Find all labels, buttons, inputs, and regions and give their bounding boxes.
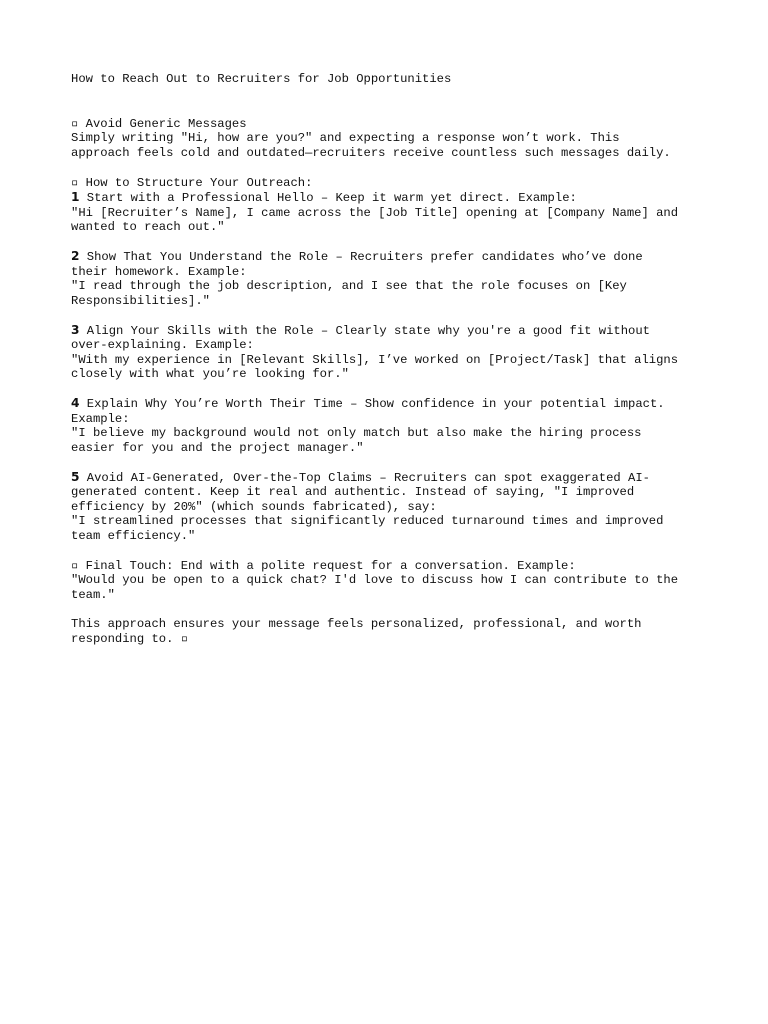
document-title: How to Reach Out to Recruiters for Job Opportunities xyxy=(71,72,452,86)
section-structure xyxy=(71,175,711,544)
spacer xyxy=(71,308,711,323)
paragraph-line: approach feels cold and outdated—recruiters receive countless such messages daily. xyxy=(71,145,671,160)
step-title: Start with a Professional Hello – Keep it warm yet direct. Example: xyxy=(79,191,577,205)
step-text-line: efficiency by 20%" (which sounds fabricated), say: xyxy=(71,499,437,514)
section-heading xyxy=(71,116,711,132)
step-number-badge: 2 xyxy=(71,249,80,263)
step-number-badge: 3 xyxy=(71,322,80,337)
spacer xyxy=(71,455,711,470)
closing-text: responding to. xyxy=(71,632,181,646)
spacer xyxy=(71,87,711,116)
example-line: wanted to reach out." xyxy=(71,220,225,234)
example-line: team." xyxy=(71,587,115,602)
bullet-icon: ▫ xyxy=(71,115,79,130)
example-line: team efficiency." xyxy=(71,528,196,543)
section-avoid-generic xyxy=(71,116,711,161)
paragraph-line: Simply writing "Hi, how are you?" and expecting a response won’t work. This xyxy=(71,131,620,145)
example-line: "With my experience in [Relevant Skills], I’ve worked on [Project/Task] that aligns xyxy=(71,352,679,367)
step-title-line xyxy=(71,323,711,339)
step-number-badge: 1 xyxy=(71,190,80,204)
example-line: "I believe my background would not only match but also make the hiring process xyxy=(71,426,642,440)
example-line: "Would you be open to a quick chat? I'd love to discuss how I can contribute to the xyxy=(71,573,679,587)
step-5 xyxy=(71,470,711,544)
spacer xyxy=(71,382,711,397)
step-title-line xyxy=(71,190,711,206)
closing-paragraph xyxy=(71,617,711,647)
step-number-badge: 5 xyxy=(71,469,80,484)
step-1 xyxy=(71,190,711,235)
spacer xyxy=(71,543,711,558)
bullet-icon: ▫ xyxy=(180,631,189,645)
bullet-icon: ▫ xyxy=(71,174,79,189)
step-2 xyxy=(71,249,711,308)
step-3 xyxy=(71,323,711,382)
example-line: closely with what you’re looking for." xyxy=(71,367,349,381)
step-text-line: their homework. Example: xyxy=(71,264,247,279)
document-page xyxy=(71,72,711,647)
example-line: "Hi [Recruiter’s Name], I came across the [Job Title] opening at [Company Name] and xyxy=(71,205,679,220)
example-line: Responsibilities]." xyxy=(71,293,210,308)
section-heading-text: Final Touch: End with a polite request for a conversation. Example: xyxy=(78,558,576,573)
section-heading xyxy=(71,558,711,574)
closing-line xyxy=(71,631,711,647)
example-line: "I streamlined processes that significantly reduced turnaround times and improved xyxy=(71,514,664,528)
step-title: Align Your Skills with the Role – Clearly state why you're a good fit without xyxy=(79,323,650,338)
step-number-badge: 4 xyxy=(71,396,80,410)
step-title-line xyxy=(71,249,711,265)
spacer xyxy=(71,160,711,175)
step-title: Show That You Understand the Role – Recruiters prefer candidates who’ve done xyxy=(79,250,643,264)
step-title-line xyxy=(71,396,711,412)
example-line: "I read through the job description, and I see that the role focuses on [Key xyxy=(71,279,627,293)
step-title: Avoid AI-Generated, Over-the-Top Claims – Recruiters can spot exaggerated AI- xyxy=(79,470,650,485)
example-line: easier for you and the project manager." xyxy=(71,440,364,455)
step-text-line: over-explaining. Example: xyxy=(71,338,254,352)
step-text-line: generated content. Keep it real and authentic. Instead of saying, "I improved xyxy=(71,485,635,499)
spacer xyxy=(71,235,711,250)
closing-line: This approach ensures your message feels personalized, professional, and worth xyxy=(71,616,642,631)
step-title-line xyxy=(71,470,711,486)
section-heading-text: How to Structure Your Outreach: xyxy=(78,175,313,190)
spacer xyxy=(71,602,711,617)
step-title: Explain Why You’re Worth Their Time – Show confidence in your potential impact. xyxy=(79,397,665,411)
step-text-line: Example: xyxy=(71,411,130,426)
section-heading-text: Avoid Generic Messages xyxy=(78,116,247,131)
section-heading xyxy=(71,175,711,191)
step-4 xyxy=(71,396,711,455)
section-final-touch xyxy=(71,558,711,603)
bullet-icon: ▫ xyxy=(71,557,79,572)
